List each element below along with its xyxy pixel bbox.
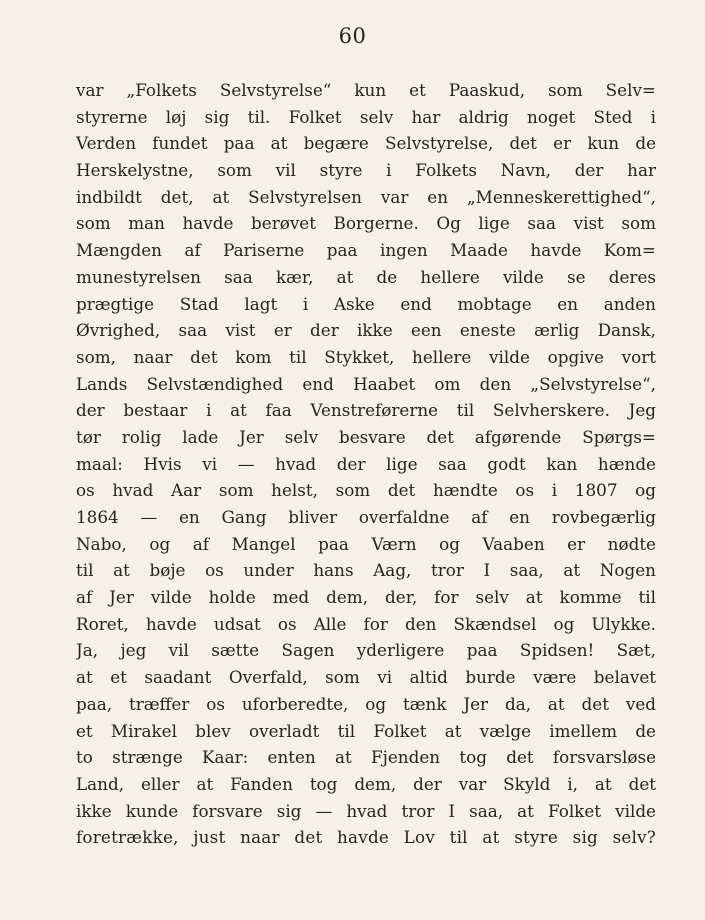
text-line: indbildt det, at Selvstyrelsen var en „Menneskerettighed“,	[76, 186, 656, 207]
text-line: Verden fundet paa at begære Selvstyrelse, det er kun de	[76, 133, 656, 154]
text-line: Herskelystne, som vil styre i Folkets Navn, der har	[76, 160, 656, 181]
text-line: et Mirakel blev overladt til Folket at vælge imellem de	[76, 720, 656, 741]
text-line: til at bøje os under hans Aag, tror I saa, at Nogen	[76, 560, 656, 581]
text-line: Lands Selvstændighed end Haabet om den „Selvstyrelse“,	[76, 373, 656, 394]
text-line: der bestaar i at faa Venstreførerne til Selvherskere. Jeg	[76, 400, 656, 421]
text-line: to strænge Kaar: enten at Fjenden tog det forsvarsløse	[76, 747, 656, 768]
text-line: ikke kunde forsvare sig — hvad tror I saa, at Folket vilde	[76, 800, 656, 821]
text-line: Ja, jeg vil sætte Sagen yderligere paa Spidsen! Sæt,	[76, 640, 656, 661]
text-line: Land, eller at Fanden tog dem, der var Skyld i, at det	[76, 773, 656, 794]
text-line: Nabo, og af Mangel paa Værn og Vaaben er nødte	[76, 533, 656, 554]
text-line: at et saadant Overfald, som vi altid burde være belavet	[76, 667, 656, 688]
text-line: os hvad Aar som helst, som det hændte os i 1807 og	[76, 480, 656, 501]
text-line: som man havde berøvet Borgerne. Og lige saa vist som	[76, 213, 656, 234]
text-line: var „Folkets Selvstyrelse“ kun et Paaskud, som Selv=	[76, 80, 656, 100]
text-line: tør rolig lade Jer selv besvare det afgørende Spørgs=	[76, 426, 656, 447]
text-line: Roret, havde udsat os Alle for den Skændsel og Ulykke.	[76, 613, 656, 634]
text-line: paa, træffer os uforberedte, og tænk Jer da, at det ved	[76, 693, 656, 714]
text-line: munestyrelsen saa kær, at de hellere vilde se deres	[76, 266, 656, 287]
text-line: som, naar det kom til Stykket, hellere vilde opgive vort	[76, 346, 656, 367]
text-line: af Jer vilde holde med dem, der, for selv at komme til	[76, 587, 656, 608]
text-line: foretrække, just naar det havde Lov til at styre sig selv?	[76, 827, 656, 848]
text-line: maal: Hvis vi — hvad der lige saa godt kan hænde	[76, 453, 656, 474]
body-text	[76, 77, 656, 851]
text-line: prægtige Stad lagt i Aske end mobtage en anden	[76, 293, 656, 314]
text-line: Øvrighed, saa vist er der ikke een eneste ærlig Dansk,	[76, 320, 656, 341]
page-number: 60	[338, 24, 367, 48]
text-line: 1864 — en Gang bliver overfaldne af en rovbegærlig	[76, 507, 656, 527]
text-line: Mængden af Pariserne paa ingen Maade havde Kom=	[76, 240, 656, 261]
text-line: styrerne løj sig til. Folket selv har aldrig noget Sted i	[76, 106, 656, 127]
